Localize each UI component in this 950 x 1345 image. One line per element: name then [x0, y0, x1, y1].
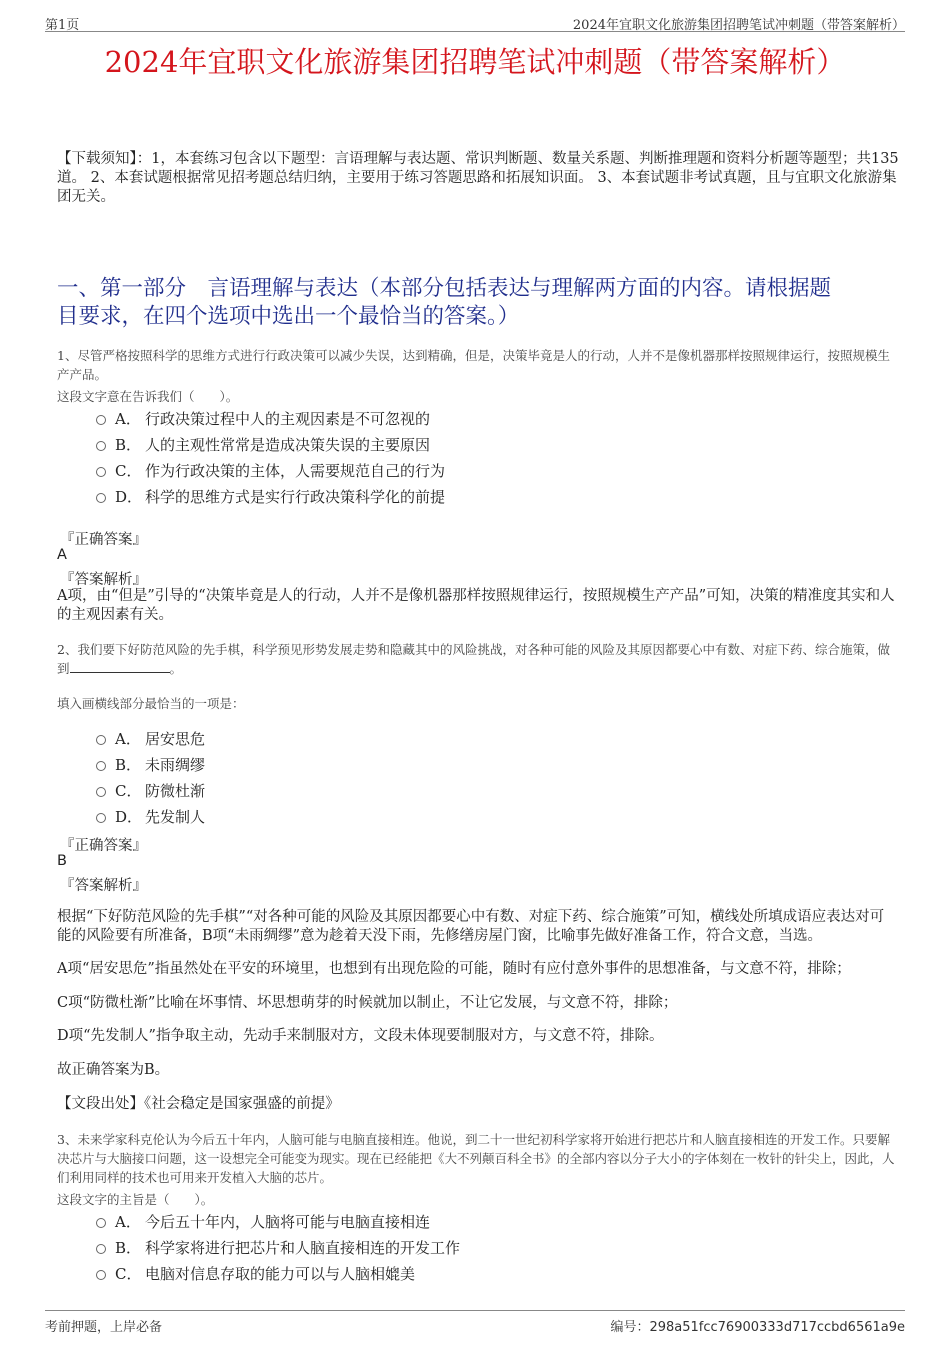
q2-analysis-para: 故正确答案为B。 — [57, 1062, 170, 1078]
radio-icon[interactable] — [96, 761, 106, 771]
radio-icon[interactable] — [96, 467, 106, 477]
radio-icon[interactable] — [96, 1244, 106, 1254]
radio-icon[interactable] — [96, 1218, 106, 1228]
q2-option-b[interactable]: B． 未雨绸缪 — [96, 752, 205, 776]
q2-analysis-para: A项“居安思危”指虽然处在平安的环境里，也想到有出现危险的可能，随时有应付意外事件的思想准备，与文意不符，排除； — [57, 961, 851, 977]
radio-icon[interactable] — [96, 441, 106, 451]
footer-code-label: 编号： — [610, 1320, 650, 1335]
question-2-prompt: 填入画横线部分最恰当的一项是： — [57, 696, 245, 711]
fill-blank — [70, 661, 170, 673]
q1-answer: A — [57, 547, 67, 563]
radio-icon[interactable] — [96, 813, 106, 823]
download-notice: 【下载须知】：1，本套练习包含以下题型：言语理解与表达题、常识判断题、数量关系题、判断推理题和资料分析题等题型；共135道。 2、本套试题根据常见招考题总结归纳，主要用于练习答题思路和拓展知识面。 3、本套试题非考试真题，且与宜职文化旅游集团无关。 — [57, 151, 899, 205]
footer-code — [610, 1316, 905, 1335]
page-footer — [45, 1310, 905, 1334]
section-heading-line1: 一、第一部分 言语理解与表达（本部分包括表达与理解两方面的内容。请根据题 — [57, 276, 832, 301]
question-3-stem: 3、未来学家科克伦认为今后五十年内，人脑可能与电脑直接相连。他说，到二十一世纪初科学家将开始进行把芯片和人脑直接相连的开发工作。只要解决芯片与大脑接口问题，这一设想完全可能变为现实。现在已经能把《大不列颠百科全书》的全部内容以分子大小的字体刻在一枚针的针尖上，因此，人们利用同样的技术也可用来开发植入大脑的芯片。 — [57, 1132, 895, 1185]
q2-answer: B — [57, 853, 67, 869]
q2-option-a[interactable]: A． 居安思危 — [96, 726, 205, 750]
q2-option-c[interactable]: C． 防微杜渐 — [96, 778, 205, 802]
q1-option-d[interactable]: D． 科学的思维方式是实行行政决策科学化的前提 — [96, 484, 445, 508]
question-1-prompt: 这段文字意在告诉我们（ ）。 — [57, 389, 239, 404]
q3-option-a[interactable]: A． 今后五十年内，人脑将可能与电脑直接相连 — [96, 1209, 430, 1233]
section-heading-line2: 目要求，在四个选项中选出一个最恰当的答案。） — [57, 304, 520, 329]
radio-icon[interactable] — [96, 787, 106, 797]
q1-analysis-label: 『答案解析』 — [60, 572, 147, 588]
radio-icon[interactable] — [96, 1270, 106, 1280]
q2-option-d[interactable]: D． 先发制人 — [96, 804, 205, 828]
question-2-stem: 2、我们要下好防范风险的先手棋，科学预见形势发展走势和隐藏其中的风险挑战，对各种可能的风险及其原因都要心中有数、对症下药、综合施策，做到 。 — [57, 642, 890, 676]
q1-analysis: A项，由“但是”引导的“决策毕竟是人的行动，人并不是像机器那样按照规律运行，按照规模生产产品”可知，决策的精准度其实和人的主观因素有关。 — [57, 588, 895, 623]
q2-source: 【文段出处】《社会稳定是国家强盛的前提》 — [57, 1096, 340, 1112]
footer-slogan: 考前押题，上岸必备 — [45, 1320, 163, 1335]
q3-option-c[interactable]: C． 电脑对信息存取的能力可以与人脑相媲美 — [96, 1261, 415, 1285]
page-header — [45, 10, 905, 32]
q1-option-b[interactable]: B． 人的主观性常常是造成决策失误的主要原因 — [96, 432, 430, 456]
section-heading — [57, 275, 902, 331]
q2-analysis-para: 根据“下好防范风险的先手棋”“对各种可能的风险及其原因都要心中有数、对症下药、综合施策”可知，横线处所填成语应表达对可能的风险要有所准备，B项“未雨绸缪”意为趁着天没下雨，先修缮房屋门窗，比喻事先做好准备工作，符合文意，当选。 — [57, 909, 885, 944]
q2-analysis-para: C项“防微杜渐”比喻在坏事情、坏思想萌芽的时候就加以制止，不让它发展，与文意不符，排除； — [57, 995, 678, 1011]
q2-correct-label: 『正确答案』 — [60, 838, 147, 854]
q1-option-c[interactable]: C． 作为行政决策的主体，人需要规范自己的行为 — [96, 458, 445, 482]
radio-icon[interactable] — [96, 415, 106, 425]
question-3-prompt: 这段文字的主旨是（ ）。 — [57, 1192, 214, 1207]
radio-icon[interactable] — [96, 493, 106, 503]
q3-option-b[interactable]: B． 科学家将进行把芯片和人脑直接相连的开发工作 — [96, 1235, 460, 1259]
q1-correct-label: 『正确答案』 — [60, 532, 147, 548]
page-number: 第1页 — [45, 18, 80, 33]
q1-option-a[interactable]: A． 行政决策过程中人的主观因素是不可忽视的 — [96, 406, 430, 430]
q2-analysis-label: 『答案解析』 — [60, 878, 147, 894]
radio-icon[interactable] — [96, 735, 106, 745]
footer-code-value: 298a51fcc76900333d717ccbd6561a9e — [649, 1320, 905, 1335]
question-1-stem: 1、尽管严格按照科学的思维方式进行行政决策可以减少失误，达到精确，但是，决策毕竟是人的行动，人并不是像机器那样按照规律运行，按照规模生产产品。 — [57, 348, 890, 382]
page-title: 2024年宜职文化旅游集团招聘笔试冲刺题（带答案解析） — [104, 45, 846, 79]
header-doc-title: 2024年宜职文化旅游集团招聘笔试冲刺题（带答案解析） — [572, 18, 905, 33]
q2-analysis-para: D项“先发制人”指争取主动，先动手来制服对方，文段未体现要制服对方，与文意不符，排除。 — [57, 1028, 664, 1044]
